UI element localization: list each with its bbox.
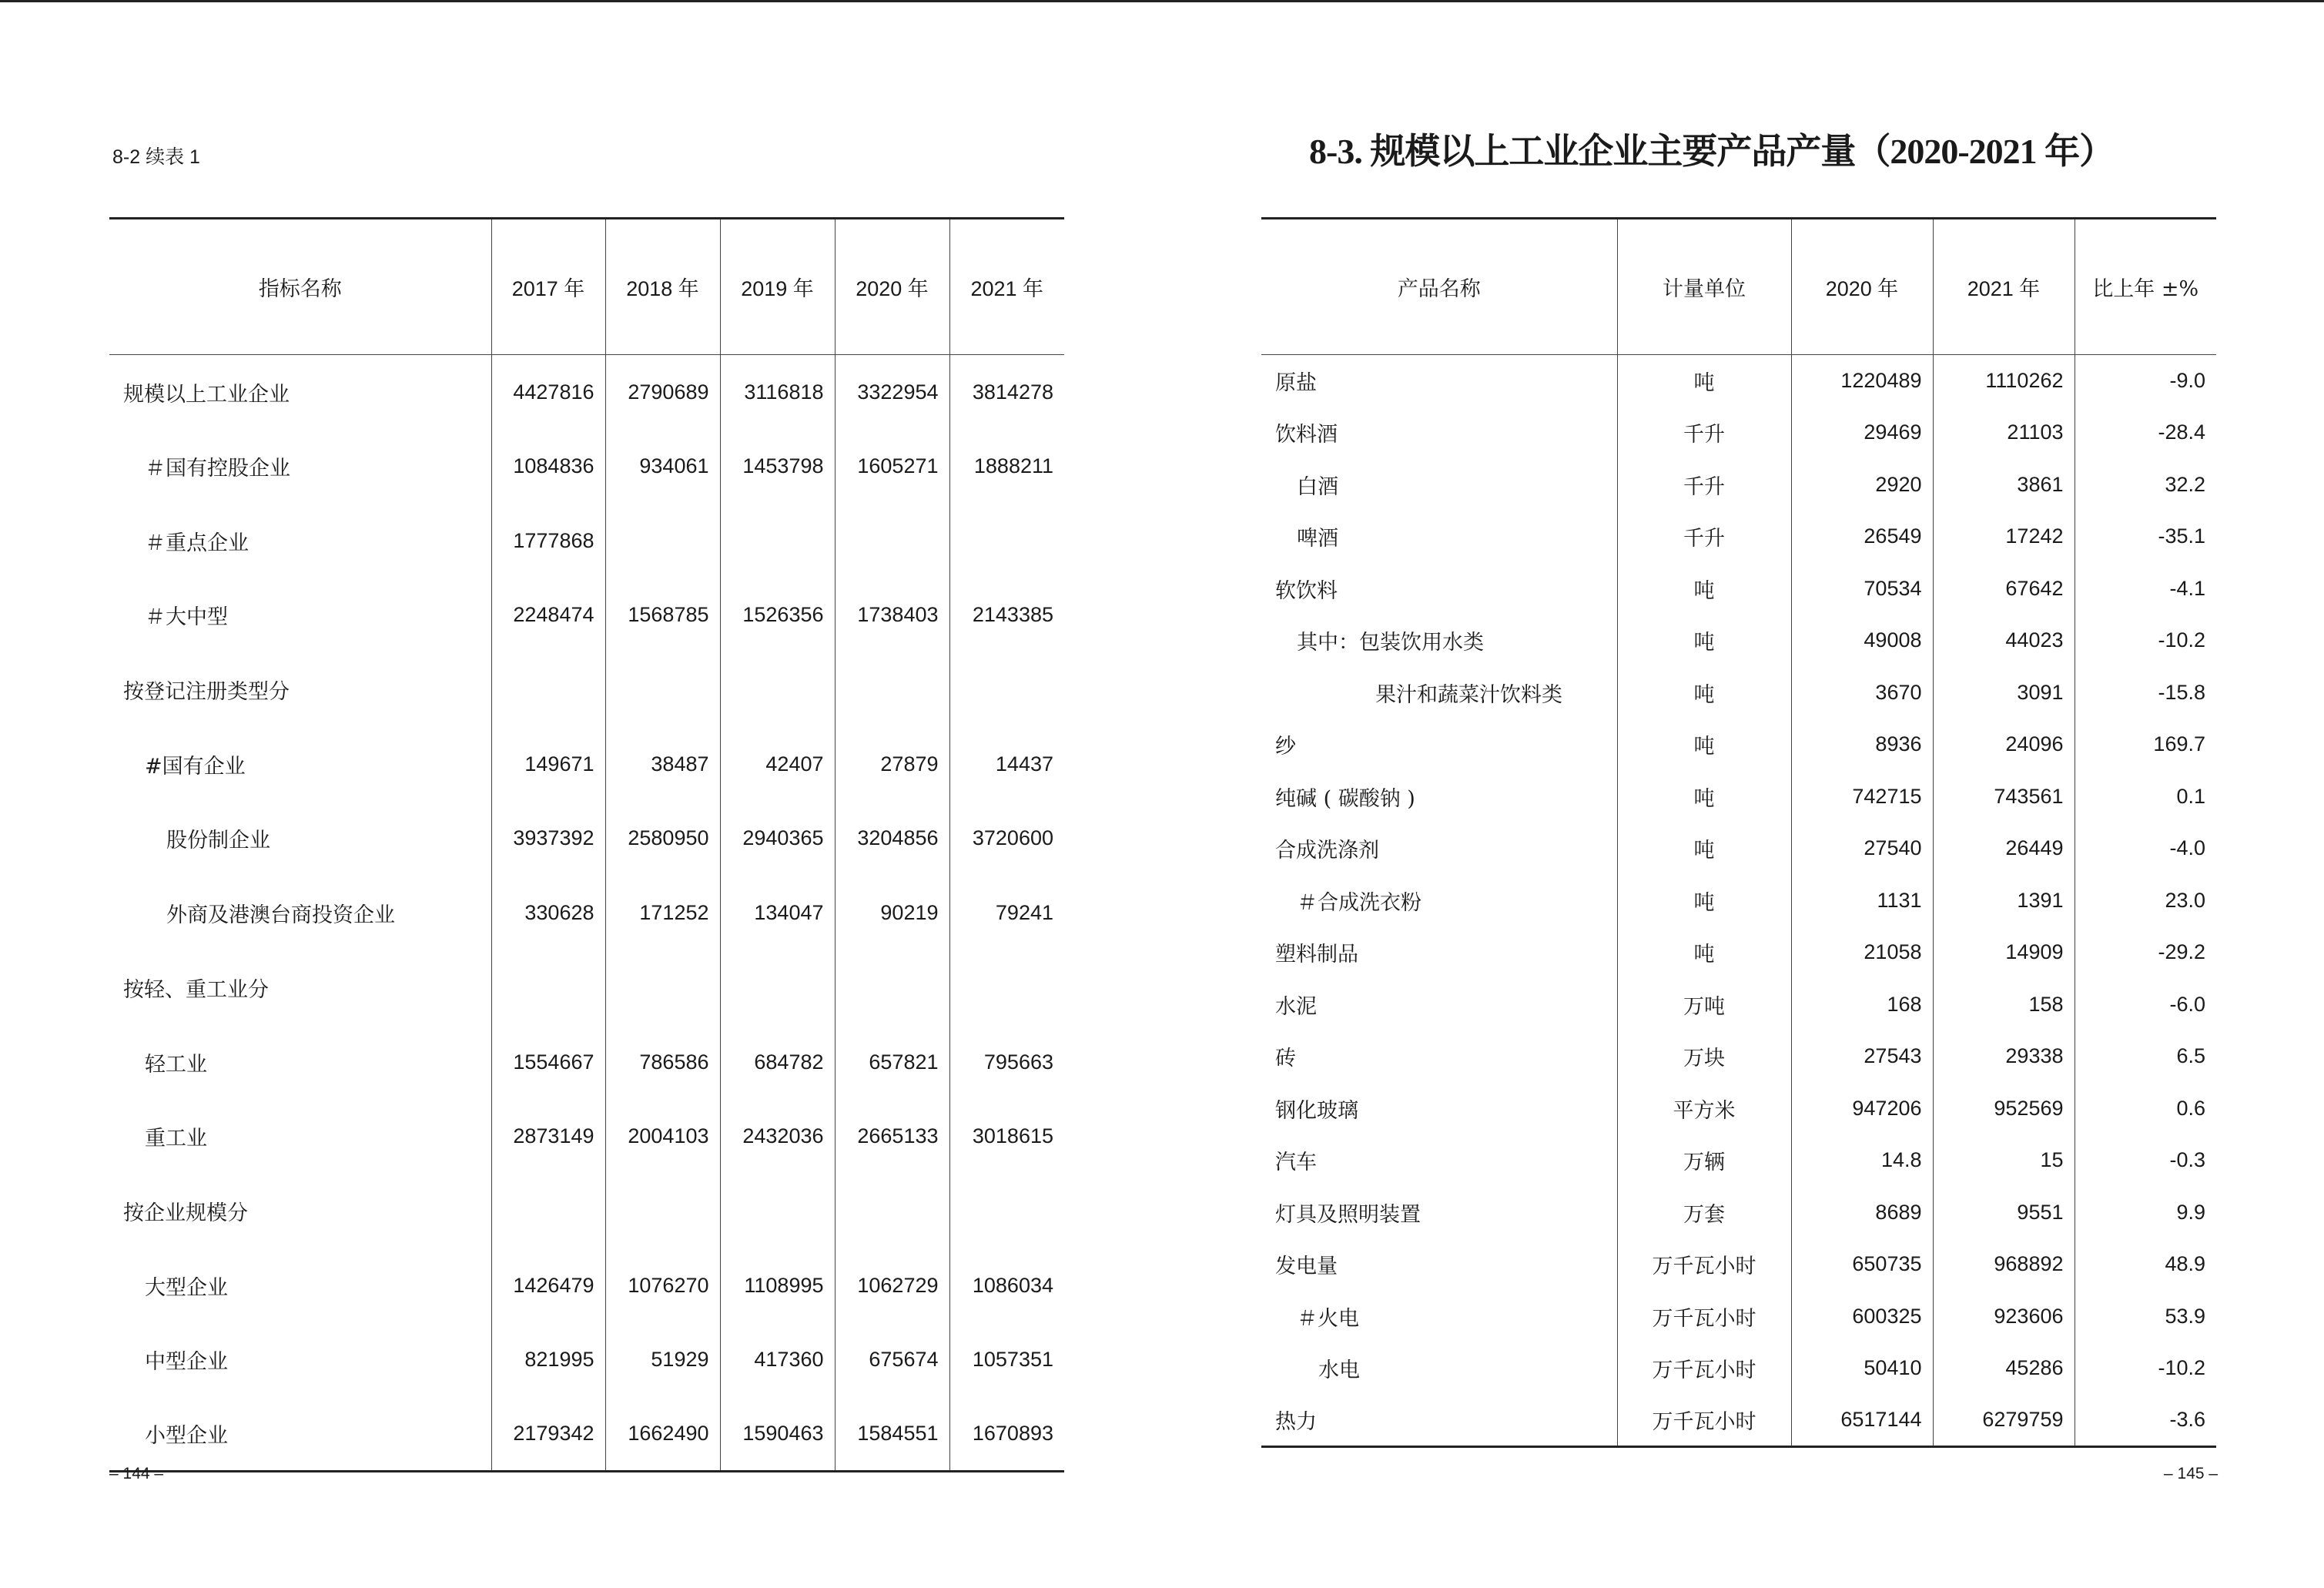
value-2021-cell: 67642	[1933, 563, 2075, 615]
value-cell: 3322954	[835, 355, 949, 430]
table-row	[109, 1248, 1064, 1323]
table-row	[1261, 1291, 2216, 1343]
product-name: ＃合成洗衣粉	[1297, 890, 1422, 915]
table-row	[1261, 1134, 2216, 1187]
header-product-name: 产品名称	[1261, 219, 1617, 355]
table-row	[1261, 355, 2216, 407]
value-2021-cell: 952569	[1933, 1083, 2075, 1135]
value-cell: 27879	[835, 727, 949, 802]
product-name: 啤酒	[1297, 527, 1338, 551]
value-cell	[949, 950, 1064, 1025]
value-cell	[835, 504, 949, 578]
value-cell: 657821	[835, 1025, 949, 1100]
product-name: 纱	[1275, 735, 1296, 759]
table-row	[1261, 1030, 2216, 1083]
value-2020-cell: 50410	[1791, 1342, 1933, 1395]
unit-cell: 吨	[1617, 355, 1791, 407]
value-cell: 2940365	[720, 802, 835, 876]
table-row	[109, 876, 1064, 950]
value-2020-cell: 8689	[1791, 1187, 1933, 1239]
value-cell: 330628	[491, 876, 605, 950]
enterprise-count-table	[109, 217, 1064, 1472]
value-cell: 3937392	[491, 802, 605, 876]
value-2020-cell: 168	[1791, 979, 1933, 1031]
change-cell: -6.0	[2075, 979, 2216, 1031]
value-cell: 1590463	[720, 1397, 835, 1472]
unit-cell: 万千瓦小时	[1617, 1395, 1791, 1447]
product-name: 汽车	[1275, 1151, 1317, 1175]
value-2021-cell: 3091	[1933, 667, 2075, 719]
header-2021: 2021 年	[949, 219, 1064, 355]
table-row	[1261, 1083, 2216, 1135]
header-2020: 2020 年	[1791, 219, 1933, 355]
value-2020-cell: 2920	[1791, 459, 1933, 511]
table-row	[1261, 1187, 2216, 1239]
value-cell: 821995	[491, 1322, 605, 1397]
header-change-percent: 比上年 ±%	[2075, 219, 2216, 355]
value-cell	[720, 652, 835, 727]
unit-cell: 千升	[1617, 511, 1791, 563]
value-cell: 1738403	[835, 578, 949, 653]
indicator-name: 小型企业	[145, 1424, 228, 1449]
value-2020-cell: 1131	[1791, 875, 1933, 927]
value-2021-cell: 26449	[1933, 822, 2075, 875]
table-row	[1261, 407, 2216, 459]
unit-cell: 吨	[1617, 822, 1791, 875]
product-name: 软饮料	[1275, 578, 1338, 603]
top-border-line	[0, 0, 2324, 2]
value-2021-cell: 29338	[1933, 1030, 2075, 1083]
value-cell: 1777868	[491, 504, 605, 578]
value-cell	[835, 950, 949, 1025]
value-cell	[949, 504, 1064, 578]
page-number-left: – 144 –	[109, 1465, 164, 1482]
table-header-row	[1261, 219, 2216, 355]
value-2020-cell: 600325	[1791, 1291, 1933, 1343]
value-cell: 3018615	[949, 1099, 1064, 1174]
value-cell: 1453798	[720, 429, 835, 504]
product-name: 钢化玻璃	[1275, 1098, 1358, 1123]
product-name: 果汁和蔬菜汁饮料类	[1375, 682, 1562, 707]
value-2020-cell: 3670	[1791, 667, 1933, 719]
unit-cell: 吨	[1617, 719, 1791, 771]
indicator-name: 外商及港澳台商投资企业	[166, 903, 395, 928]
indicator-name: 按轻、重工业分	[123, 977, 269, 1002]
value-cell	[949, 652, 1064, 727]
value-2021-cell: 17242	[1933, 511, 2075, 563]
change-cell: 9.9	[2075, 1187, 2216, 1239]
value-cell: 1526356	[720, 578, 835, 653]
value-cell	[605, 1174, 720, 1248]
product-name: 热力	[1275, 1410, 1317, 1434]
header-indicator-name: 指标名称	[109, 219, 491, 355]
unit-cell: 万套	[1617, 1187, 1791, 1239]
value-cell: 1605271	[835, 429, 949, 504]
product-name: 塑料制品	[1275, 943, 1358, 967]
product-name: 原盐	[1275, 371, 1317, 395]
value-2021-cell: 1110262	[1933, 355, 2075, 407]
table-row	[109, 1322, 1064, 1397]
value-cell	[491, 1174, 605, 1248]
unit-cell: 千升	[1617, 407, 1791, 459]
value-2020-cell: 21058	[1791, 926, 1933, 979]
value-cell: 1084836	[491, 429, 605, 504]
value-cell: 2790689	[605, 355, 720, 430]
change-cell: -4.1	[2075, 563, 2216, 615]
value-2021-cell: 45286	[1933, 1342, 2075, 1395]
value-cell: 38487	[605, 727, 720, 802]
change-cell: 169.7	[2075, 719, 2216, 771]
table-row	[1261, 511, 2216, 563]
value-cell: 1670893	[949, 1397, 1064, 1472]
value-2020-cell: 14.8	[1791, 1134, 1933, 1187]
value-cell: 14437	[949, 727, 1064, 802]
indicator-name: 轻工业	[145, 1052, 207, 1077]
value-cell: 1086034	[949, 1248, 1064, 1323]
change-cell: 48.9	[2075, 1238, 2216, 1291]
change-cell: -4.0	[2075, 822, 2216, 875]
table-row	[1261, 771, 2216, 823]
value-cell: 1584551	[835, 1397, 949, 1472]
value-cell: 2580950	[605, 802, 720, 876]
product-name: 纯碱 ( 碳酸钠 )	[1275, 786, 1415, 811]
table-row	[1261, 926, 2216, 979]
value-cell	[720, 504, 835, 578]
unit-cell: 平方米	[1617, 1083, 1791, 1135]
value-cell: 51929	[605, 1322, 720, 1397]
value-2020-cell: 49008	[1791, 615, 1933, 667]
unit-cell: 吨	[1617, 667, 1791, 719]
table-row	[109, 1397, 1064, 1472]
value-cell	[720, 1174, 835, 1248]
indicator-name: 重工业	[145, 1127, 207, 1151]
table-row	[1261, 719, 2216, 771]
value-2021-cell: 24096	[1933, 719, 2075, 771]
value-cell	[491, 652, 605, 727]
value-2021-cell: 21103	[1933, 407, 2075, 459]
value-2020-cell: 27540	[1791, 822, 1933, 875]
unit-cell: 吨	[1617, 771, 1791, 823]
value-2021-cell: 9551	[1933, 1187, 2075, 1239]
change-cell: 53.9	[2075, 1291, 2216, 1343]
change-cell: -15.8	[2075, 667, 2216, 719]
product-name: 其中：包装饮用水类	[1297, 631, 1484, 655]
value-2020-cell: 29469	[1791, 407, 1933, 459]
header-2019: 2019 年	[720, 219, 835, 355]
table-row	[109, 1099, 1064, 1174]
value-cell	[605, 652, 720, 727]
value-cell	[835, 1174, 949, 1248]
change-cell: -10.2	[2075, 1342, 2216, 1395]
table-row	[1261, 1395, 2216, 1447]
value-2020-cell: 8936	[1791, 719, 1933, 771]
value-cell: 795663	[949, 1025, 1064, 1100]
value-cell: 1888211	[949, 429, 1064, 504]
value-2020-cell: 6517144	[1791, 1395, 1933, 1447]
indicator-name: 中型企业	[145, 1350, 228, 1375]
value-2021-cell: 3861	[1933, 459, 2075, 511]
unit-cell: 万千瓦小时	[1617, 1291, 1791, 1343]
table-header-row	[109, 219, 1064, 355]
value-cell: 42407	[720, 727, 835, 802]
product-name: 白酒	[1297, 474, 1338, 499]
value-cell: 1076270	[605, 1248, 720, 1323]
header-2021: 2021 年	[1933, 219, 2075, 355]
value-2020-cell: 1220489	[1791, 355, 1933, 407]
unit-cell: 千升	[1617, 459, 1791, 511]
page-title: 8-3. 规模以上工业企业主要产品产量（2020-2021 年）	[1309, 132, 2115, 171]
value-cell: 90219	[835, 876, 949, 950]
product-output-table	[1261, 217, 2216, 1448]
value-cell: 2873149	[491, 1099, 605, 1174]
value-cell	[949, 1174, 1064, 1248]
value-cell: 2143385	[949, 578, 1064, 653]
product-name: 合成洗涤剂	[1275, 839, 1379, 863]
change-cell: 0.6	[2075, 1083, 2216, 1135]
change-cell: -9.0	[2075, 355, 2216, 407]
indicator-name: ＃国有控股企业	[145, 457, 290, 481]
value-cell: 149671	[491, 727, 605, 802]
indicator-name: ＃重点企业	[145, 531, 249, 555]
value-cell: 79241	[949, 876, 1064, 950]
value-cell	[835, 652, 949, 727]
product-name: 砖	[1275, 1047, 1296, 1071]
table-row	[1261, 979, 2216, 1031]
unit-cell: 吨	[1617, 875, 1791, 927]
product-name: ＃火电	[1297, 1306, 1359, 1331]
header-unit: 计量单位	[1617, 219, 1791, 355]
value-cell	[720, 950, 835, 1025]
value-cell: 1426479	[491, 1248, 605, 1323]
value-cell: 786586	[605, 1025, 720, 1100]
product-name: 发电量	[1275, 1255, 1338, 1279]
unit-cell: 万千瓦小时	[1617, 1238, 1791, 1291]
unit-cell: 万吨	[1617, 979, 1791, 1031]
value-cell: 1057351	[949, 1322, 1064, 1397]
table-row	[1261, 459, 2216, 511]
table-row	[109, 950, 1064, 1025]
table-continuation-label: 8-2 续表 1	[112, 146, 200, 168]
unit-cell: 万辆	[1617, 1134, 1791, 1187]
value-cell	[491, 950, 605, 1025]
value-2021-cell: 923606	[1933, 1291, 2075, 1343]
value-2021-cell: 743561	[1933, 771, 2075, 823]
value-cell: 171252	[605, 876, 720, 950]
table-row	[109, 355, 1064, 430]
table-row	[109, 578, 1064, 653]
value-cell: 2432036	[720, 1099, 835, 1174]
value-2021-cell: 158	[1933, 979, 2075, 1031]
value-2020-cell: 650735	[1791, 1238, 1933, 1291]
value-2020-cell: 26549	[1791, 511, 1933, 563]
value-cell: 684782	[720, 1025, 835, 1100]
value-cell: 1108995	[720, 1248, 835, 1323]
change-cell: -0.3	[2075, 1134, 2216, 1187]
value-cell	[605, 950, 720, 1025]
unit-cell: 吨	[1617, 563, 1791, 615]
indicator-name: 按登记注册类型分	[123, 680, 290, 705]
change-cell: -29.2	[2075, 926, 2216, 979]
value-cell: 3720600	[949, 802, 1064, 876]
value-cell: 2179342	[491, 1397, 605, 1472]
header-2018: 2018 年	[605, 219, 720, 355]
page-number-right: – 145 –	[2164, 1465, 2219, 1482]
table-row	[109, 727, 1064, 802]
indicator-name: ＃大中型	[145, 605, 228, 630]
change-cell: 32.2	[2075, 459, 2216, 511]
change-cell: 23.0	[2075, 875, 2216, 927]
table-row	[1261, 1238, 2216, 1291]
table-row	[109, 802, 1064, 876]
product-name: 水电	[1318, 1359, 1360, 1383]
product-name: 灯具及照明装置	[1275, 1202, 1421, 1227]
change-cell: 6.5	[2075, 1030, 2216, 1083]
table-row	[1261, 1342, 2216, 1395]
value-cell: 2665133	[835, 1099, 949, 1174]
header-2017: 2017 年	[491, 219, 605, 355]
value-cell: 3116818	[720, 355, 835, 430]
indicator-name: 股份制企业	[166, 829, 270, 853]
value-2021-cell: 6279759	[1933, 1395, 2075, 1447]
table-row	[1261, 822, 2216, 875]
table-row	[1261, 563, 2216, 615]
indicator-name: 大型企业	[145, 1275, 228, 1300]
table-row	[109, 1174, 1064, 1248]
value-2020-cell: 70534	[1791, 563, 1933, 615]
value-cell: 3204856	[835, 802, 949, 876]
value-cell: 1062729	[835, 1248, 949, 1323]
value-cell: 417360	[720, 1322, 835, 1397]
value-cell: 134047	[720, 876, 835, 950]
indicator-name: 规模以上工业企业	[123, 382, 290, 407]
indicator-name: #国有企业	[145, 754, 246, 779]
change-cell: -35.1	[2075, 511, 2216, 563]
value-2021-cell: 968892	[1933, 1238, 2075, 1291]
value-cell: 1662490	[605, 1397, 720, 1472]
value-cell: 4427816	[491, 355, 605, 430]
table-row	[109, 429, 1064, 504]
change-cell: 0.1	[2075, 771, 2216, 823]
value-2021-cell: 44023	[1933, 615, 2075, 667]
product-name: 饮料酒	[1275, 423, 1338, 447]
value-cell: 675674	[835, 1322, 949, 1397]
unit-cell: 万块	[1617, 1030, 1791, 1083]
unit-cell: 万千瓦小时	[1617, 1342, 1791, 1395]
table-row	[109, 504, 1064, 578]
value-2020-cell: 27543	[1791, 1030, 1933, 1083]
value-cell: 2248474	[491, 578, 605, 653]
value-cell: 934061	[605, 429, 720, 504]
value-2021-cell: 1391	[1933, 875, 2075, 927]
product-name: 水泥	[1275, 994, 1317, 1019]
value-cell: 3814278	[949, 355, 1064, 430]
header-2020: 2020 年	[835, 219, 949, 355]
unit-cell: 吨	[1617, 615, 1791, 667]
table-row	[1261, 615, 2216, 667]
value-2020-cell: 947206	[1791, 1083, 1933, 1135]
value-cell: 2004103	[605, 1099, 720, 1174]
indicator-name: 按企业规模分	[123, 1201, 248, 1225]
table-row	[109, 652, 1064, 727]
change-cell: -28.4	[2075, 407, 2216, 459]
table-row	[109, 1025, 1064, 1100]
value-cell	[605, 504, 720, 578]
value-2021-cell: 15	[1933, 1134, 2075, 1187]
value-cell: 1568785	[605, 578, 720, 653]
unit-cell: 吨	[1617, 926, 1791, 979]
change-cell: -3.6	[2075, 1395, 2216, 1447]
value-2020-cell: 742715	[1791, 771, 1933, 823]
table-row	[1261, 667, 2216, 719]
table-row	[1261, 875, 2216, 927]
change-cell: -10.2	[2075, 615, 2216, 667]
value-cell: 1554667	[491, 1025, 605, 1100]
value-2021-cell: 14909	[1933, 926, 2075, 979]
